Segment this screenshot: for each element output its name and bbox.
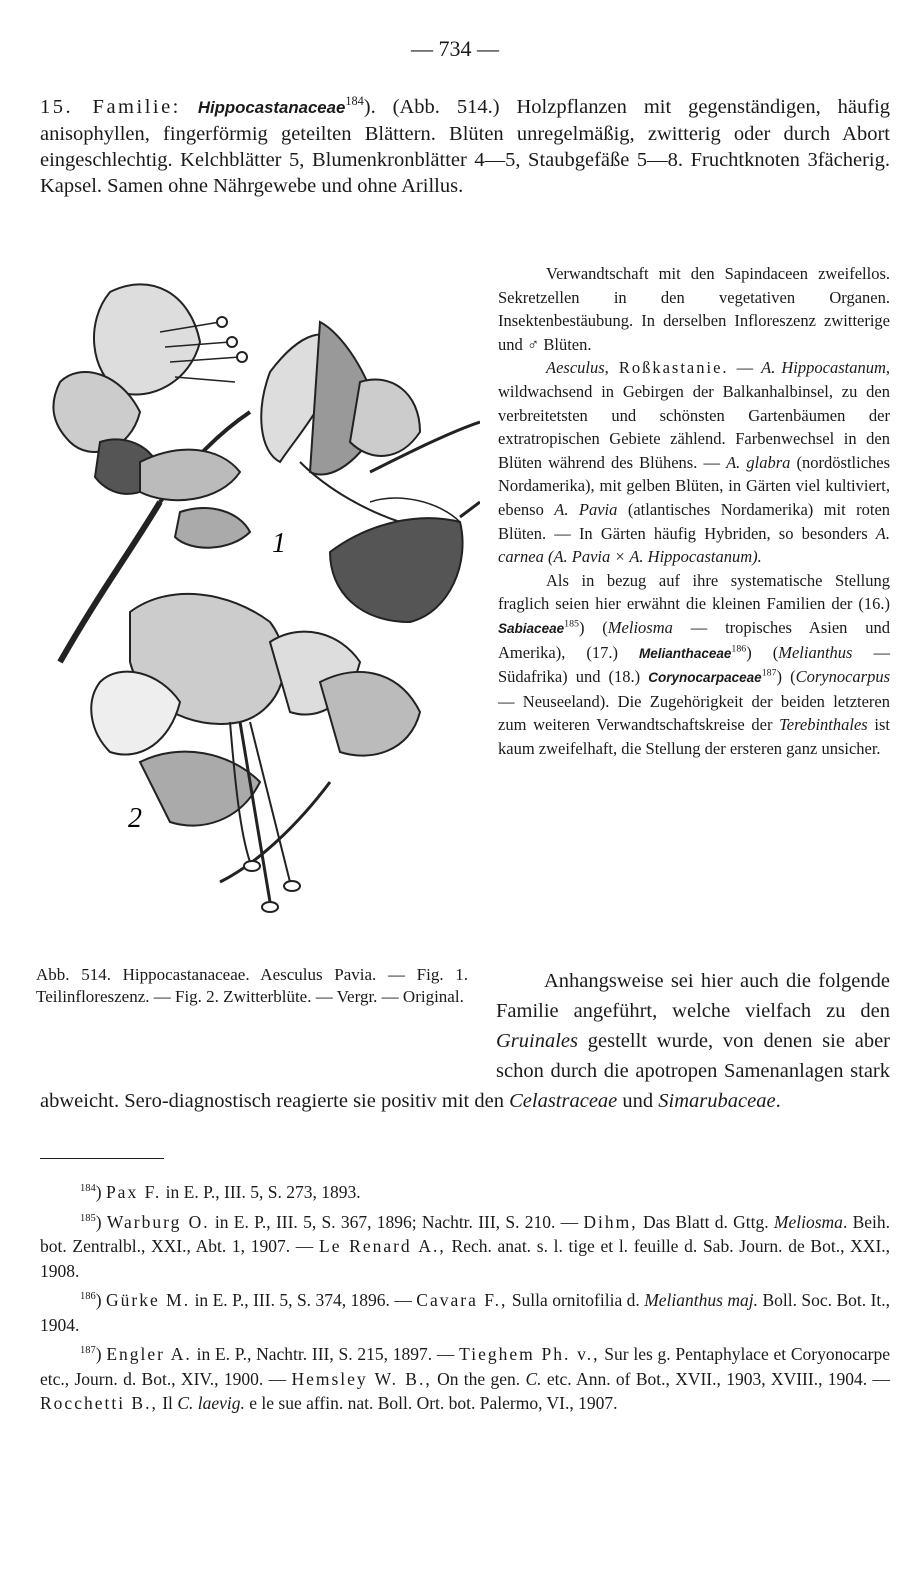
footnote-ref: 187 <box>761 667 777 679</box>
text-run: ) ( <box>578 617 608 637</box>
footnote-author: Pax F. <box>105 1182 162 1202</box>
footnote-text: in E. P., III. 5, S. 374, 1896. — <box>194 1290 412 1310</box>
botanical-illustration <box>40 262 480 952</box>
paragraph-small-families <box>498 569 890 761</box>
family-name: Celastraceae <box>509 1090 618 1112</box>
figure-caption: Abb. 514. Hippocastanaceae. Aesculus Pavia. — Fig. 1. Teilinfloreszenz. — Fig. 2. Zwitterblüte. — Vergr. — Original. <box>36 965 468 1006</box>
footnotes <box>40 1180 890 1421</box>
footnote-text: etc. Ann. of Bot., XVII., 1903, XVIII., 1904. — <box>546 1368 890 1389</box>
footnote-text: Sur les g. Pentaphylace et Coryonocarpe etc., Journ. d. Bot., XIV., 1900. — <box>40 1344 891 1389</box>
footnote-text: Das Blatt d. Gttg. <box>642 1211 769 1232</box>
family-intro-paragraph <box>40 94 890 199</box>
footnote-text: in E. P., III. 5, S. 367, 1896; Nachtr. III, S. 210. — <box>214 1211 579 1232</box>
family-name: Sabiaceae <box>498 620 565 636</box>
text-run: (nordöstliches Nordamerika), mit gelben Blüten, in Gärten viel kultiviert, ebenso <box>498 452 891 519</box>
order-name: Terebinthales <box>779 715 868 735</box>
footnote-ref: 186 <box>731 643 747 654</box>
family-name: Hippocastanaceae <box>197 98 346 117</box>
footnote-author: Le Renard A., <box>319 1236 446 1256</box>
footnote-184: $^{184}$) Pax F. in E. P., III. 5, S. 273, 1893. <box>80 1182 361 1202</box>
footnote-author: Engler A. <box>106 1344 192 1364</box>
text-run: — Neuseeland). Die Zugehörigkeit der beiden letzteren zum weiteren Verwandtschaftskreise der <box>498 691 890 735</box>
text-run: — tropisches Asien und Amerika), (17.) <box>498 617 890 662</box>
genus-name: Melianthus <box>778 642 853 662</box>
species-name: A. carnea <box>498 523 891 567</box>
text-run: — Südafrika) und (18.) <box>498 642 890 687</box>
paragraph-relationship: Verwandtschaft mit den Sapindaceen zweifellos. Sekretzellen in den vegetativen Organen. Insektenbestäubung. In derselben Infloreszenz zwitterige und ♂ Blüten. <box>498 264 890 354</box>
footnote-text: in E. P., III. 5, S. 273, 1893. <box>165 1182 361 1202</box>
family-description: ). (Abb. 514.) Holzpflanzen mit gegenständigen, häufig anisophyllen, fingerförmig geteilten Blättern. Blüten unregelmäßig, zwitterig oder durch Abort eingeschlechtig. Kelchblätter 5, Blumenkronblätter 4—5, Staubgefäße 5—8. Fruchtknoten 3fächerig. Kapsel. Samen ohne Nährgewebe und ohne Arillus. <box>40 96 891 197</box>
text-run: , Roßkastanie. — <box>604 358 756 378</box>
footnote-text: Rech. anat. s. l. tige et l. feuille d. Sab. Journ. de Bot., XXI., 1908. <box>40 1236 891 1281</box>
footnote-author: Dihm, <box>583 1211 638 1232</box>
footnote-ref: 185 <box>564 618 579 630</box>
footnote-author: Tieghem Ph. v., <box>459 1344 600 1364</box>
genus-name: Aesculus <box>546 358 605 378</box>
footnote-author: Warburg O. <box>106 1211 210 1232</box>
right-column-text <box>498 262 890 760</box>
footnote-text: On the gen. <box>437 1368 521 1389</box>
figure-label-1: 1 <box>272 528 286 559</box>
genus-name: Meliosma <box>607 617 673 637</box>
footnote-text: . Beih. bot. Zentralbl., XXI., Abt. 1, 1907. — <box>40 1211 891 1256</box>
footnote-185: $^{185}$) Warburg O. in E. P., III. 5, S. 367, 1896; Nachtr. III, S. 210. — Dihm, Das Blatt d. Gttg. Meliosma. Beih. bot. Zentralbl., XXI., Abt. 1, 1907. — Le Renard A., Rech. anat. s. l. tige et l. feuille d. Sab. Journ. de Bot., XXI., 1908. <box>40 1211 891 1281</box>
text-run: Als in bezug auf ihre systematische Stellung fraglich seien hier erwähnt die kleinen Familien der (16.) <box>498 570 890 614</box>
species-name: A. glabra <box>726 452 791 472</box>
text-run: . <box>775 1090 781 1112</box>
footnote-number: 186 <box>80 1291 96 1303</box>
species-name: A. Pavia <box>554 499 618 519</box>
text-run: (atlantisches Nordamerika) mit roten Blüten. — In Gärten häufig Hybriden, so besonders <box>498 499 891 543</box>
footnote-text: Il <box>162 1393 173 1413</box>
species-name: A. Hippocastanum <box>761 358 886 378</box>
family-name: Simarubaceae <box>658 1090 776 1112</box>
footnote-number: 185 <box>80 1212 96 1224</box>
footnote-author: Cavara F., <box>416 1290 508 1310</box>
text-run: (A. Pavia × A. Hippocastanum). <box>547 547 762 567</box>
footnote-text: Boll. Soc. Bot. It., 1904. <box>40 1290 891 1335</box>
caption-float-space <box>40 966 496 1084</box>
text-run: ) ( <box>746 642 779 662</box>
text-run: Anhangsweise sei hier auch die folgende Familie angeführt, welche vielfach zu den <box>496 970 890 1022</box>
footnote-italic: Meliosma <box>773 1211 843 1232</box>
footnote-186: $^{186}$) Gürke M. in E. P., III. 5, S. 374, 1896. — Cavara F., Sulla ornitofilia d. Melianthus maj. Boll. Soc. Bot. It., 1904. <box>40 1290 891 1335</box>
page-number: — 734 — <box>411 36 499 61</box>
footnote-text: e le sue affin. nat. Boll. Ort. bot. Palermo, VI., 1907. <box>249 1393 618 1413</box>
footnote-author: Rocchetti B., <box>40 1393 158 1413</box>
footnote-text: Sulla ornitofilia d. <box>511 1290 640 1310</box>
text-run: gestellt wurde, von denen sie aber schon durch die apotropen Samenanlagen stark abweicht. Sero-diagnostisch reagierte sie positiv mit den <box>40 1030 890 1112</box>
text-run: ) ( <box>776 667 796 687</box>
text-run: ist kaum zweifelhaft, die Stellung der ersteren ganz unsicher. <box>498 715 890 758</box>
genus-name: Corynocarpus <box>795 667 890 687</box>
text-run: , wildwachsend in Gebirgen der Balkanhalbinsel, zu den verbreitetsten und schönsten Gartenbäumen der extratropischen Gebiete zählend. Farbenwechsel in den Blüten während des Blühens. — <box>498 358 890 472</box>
paragraph-aesculus <box>498 356 890 568</box>
order-name: Gruinales <box>496 1030 578 1052</box>
footnote-italic: C. laevig. <box>177 1393 245 1413</box>
footnote-author: Gürke M. <box>106 1290 191 1310</box>
footnote-author: Hemsley W. B., <box>291 1368 432 1389</box>
family-heading-label: 15. Familie: <box>40 96 181 118</box>
family-name: Corynocarpaceae <box>648 670 762 686</box>
figure-label-2: 2 <box>128 803 142 834</box>
footnote-text: in E. P., Nachtr. III, S. 215, 1897. — <box>196 1344 455 1364</box>
figure-aesculus-pavia <box>40 262 480 952</box>
footnote-divider <box>40 1158 164 1159</box>
appendix-paragraph <box>40 966 890 1116</box>
footnote-italic: C. <box>525 1368 542 1389</box>
footnote-187: $^{187}$) Engler A. in E. P., Nachtr. III, S. 215, 1897. — Tieghem Ph. v., Sur les g. Pentaphylace et Coryonocarpe etc., Journ. d. Bot., XIV., 1900. — Hemsley W. B., On the gen. C. etc. Ann. of Bot., XVII., 1903, XVIII., 1904. — Rocchetti B., Il C. laevig. e le sue affin. nat. Boll. Ort. bot. Palermo, VI., 1907. <box>40 1344 891 1413</box>
footnote-number: 187 <box>80 1345 96 1357</box>
footnote-italic: Melianthus maj. <box>644 1290 759 1310</box>
footnote-ref: 184 <box>345 94 364 109</box>
footnote-number: 184 <box>80 1183 96 1195</box>
text-run: und <box>622 1090 654 1112</box>
family-name: Melianthaceae <box>639 645 732 661</box>
